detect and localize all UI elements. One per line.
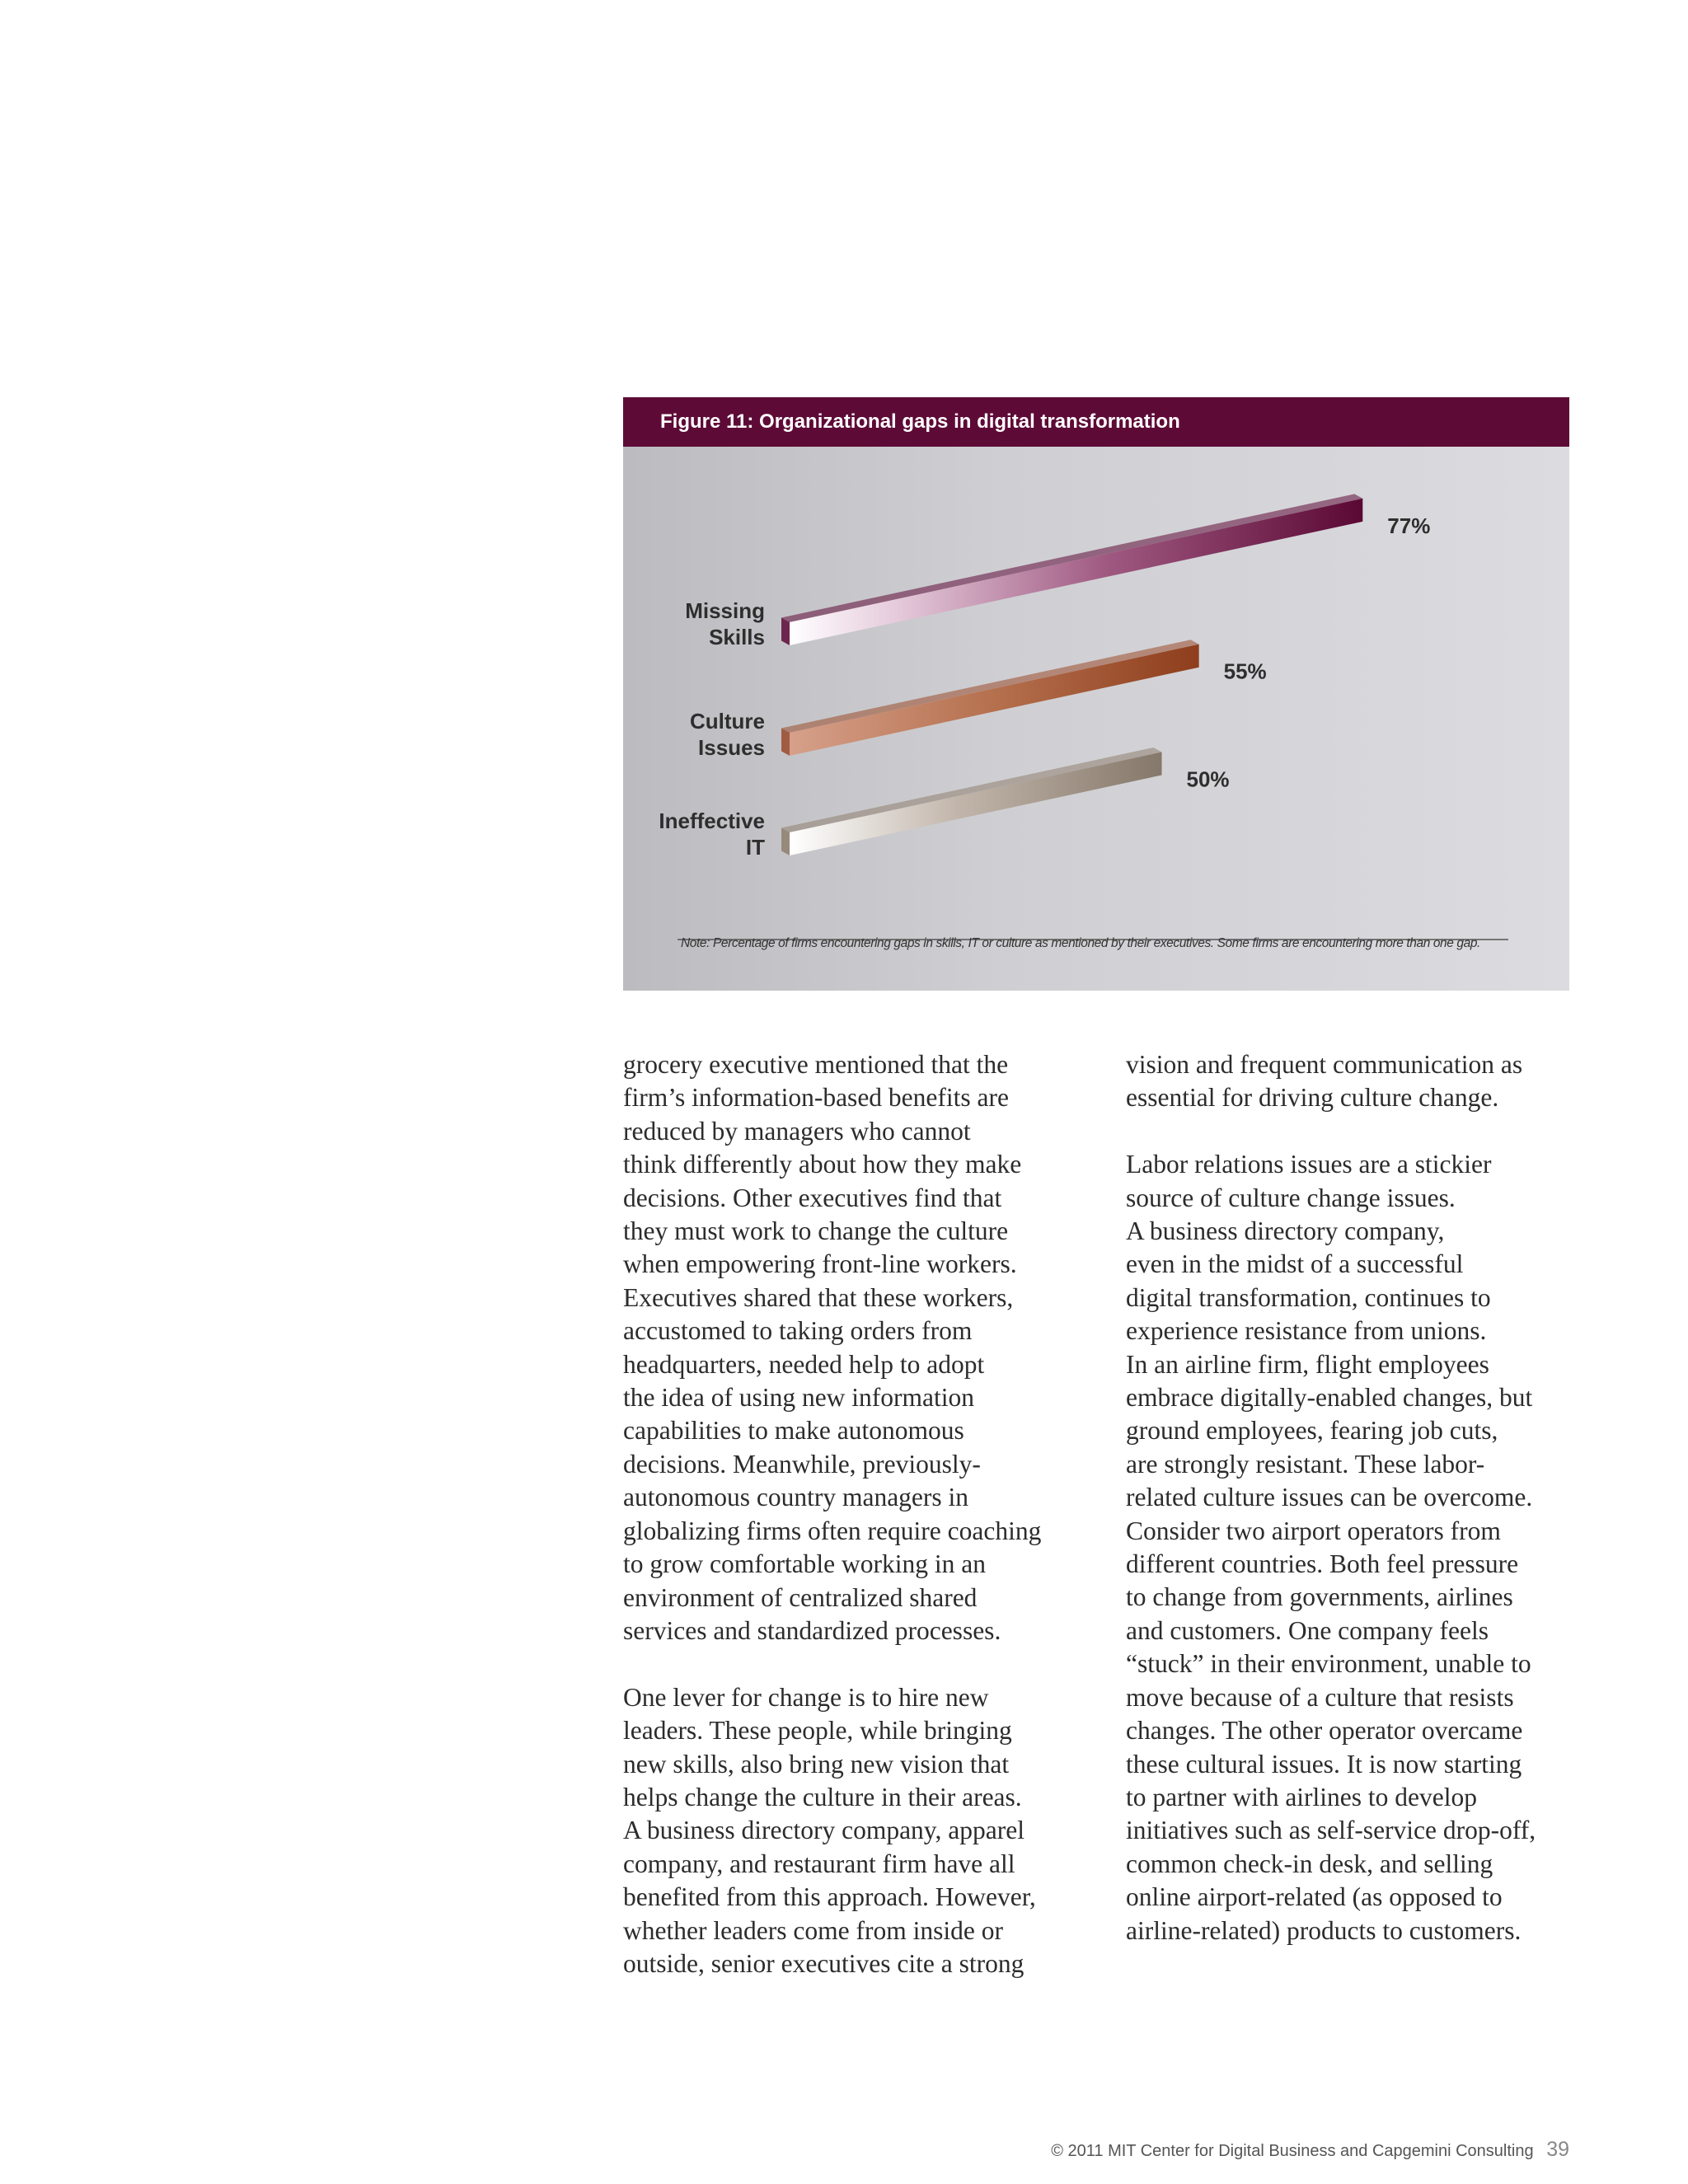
- figure-11: [623, 397, 1569, 991]
- category-label-3: Ineffective IT: [659, 808, 765, 860]
- category-label-1: Missing Skills: [685, 598, 765, 649]
- body-column-left: [623, 1048, 1085, 2014]
- body-column-right: [1126, 1048, 1587, 1980]
- bar-2: [781, 640, 1199, 756]
- value-label-1: 77%: [1387, 513, 1431, 538]
- value-label-3: 50%: [1186, 766, 1230, 792]
- page-number: 39: [1546, 2138, 1569, 2161]
- figure-title: Figure 11: Organizational gaps in digital transformation: [623, 397, 1569, 447]
- body-paragraph: vision and frequent communication as essential for driving culture change.: [1126, 1050, 1523, 1113]
- body-paragraph: One lever for change is to hire new leaders. These people, while bringing new skills, also bring new vision that helps change the culture in their areas. A business directory company, apparel company, and restaurant firm have all benefited from this approach. However, whether leaders come from inside or outside, senior executives cite a strong: [623, 1682, 1036, 1978]
- body-paragraph: grocery executive mentioned that the firm’s information-based benefits are reduced by managers who cannot think differently about how they make decisions. Other executives find that they must work to change the culture when empowering front-line workers. Executives shared that these workers, accustomed to taking orders from headquarters, needed help to adopt the idea of using new information capabilities to make autonomous decisions. Meanwhile, previously- autonomous country managers in globalizing firms often require coaching to grow comfortable working in an environment of centralized shared services and standardized processes.: [623, 1050, 1042, 1645]
- page-footer: [973, 2138, 1569, 2162]
- value-label-2: 55%: [1223, 658, 1267, 684]
- bar-chart: [623, 447, 1569, 991]
- body-paragraph: Labor relations issues are a stickier source of culture change issues. A business directory company, even in the midst of a successful digital transformation, continues to experience resistance from unions. In an airline firm, flight employees embrace digitally-enabled changes, but ground employees, fearing job cuts, are strongly resistant. These labor- related culture issues can be overcome. Consider two airport operators from different countries. Both feel pressure to change from governments, airlines and customers. One company feels “stuck” in their environment, unable to move because of a culture that resists changes. The other operator overcame these cultural issues. It is now starting to partner with airlines to develop initiatives such as self-service drop-off, common check-in desk, and selling online airport-related (as opposed to airline-related) products to customers.: [1126, 1150, 1536, 1945]
- bar-3: [781, 748, 1162, 855]
- figure-note: Note: Percentage of firms encountering gaps in skills, IT or culture as mentioned by their executives. Some firms are encountering more than one gap.: [681, 936, 1480, 950]
- category-label-2: Culture Issues: [690, 709, 765, 760]
- copyright-text: © 2011 MIT Center for Digital Business and Capgemini Consulting: [1051, 2142, 1534, 2160]
- bar-1: [781, 494, 1362, 645]
